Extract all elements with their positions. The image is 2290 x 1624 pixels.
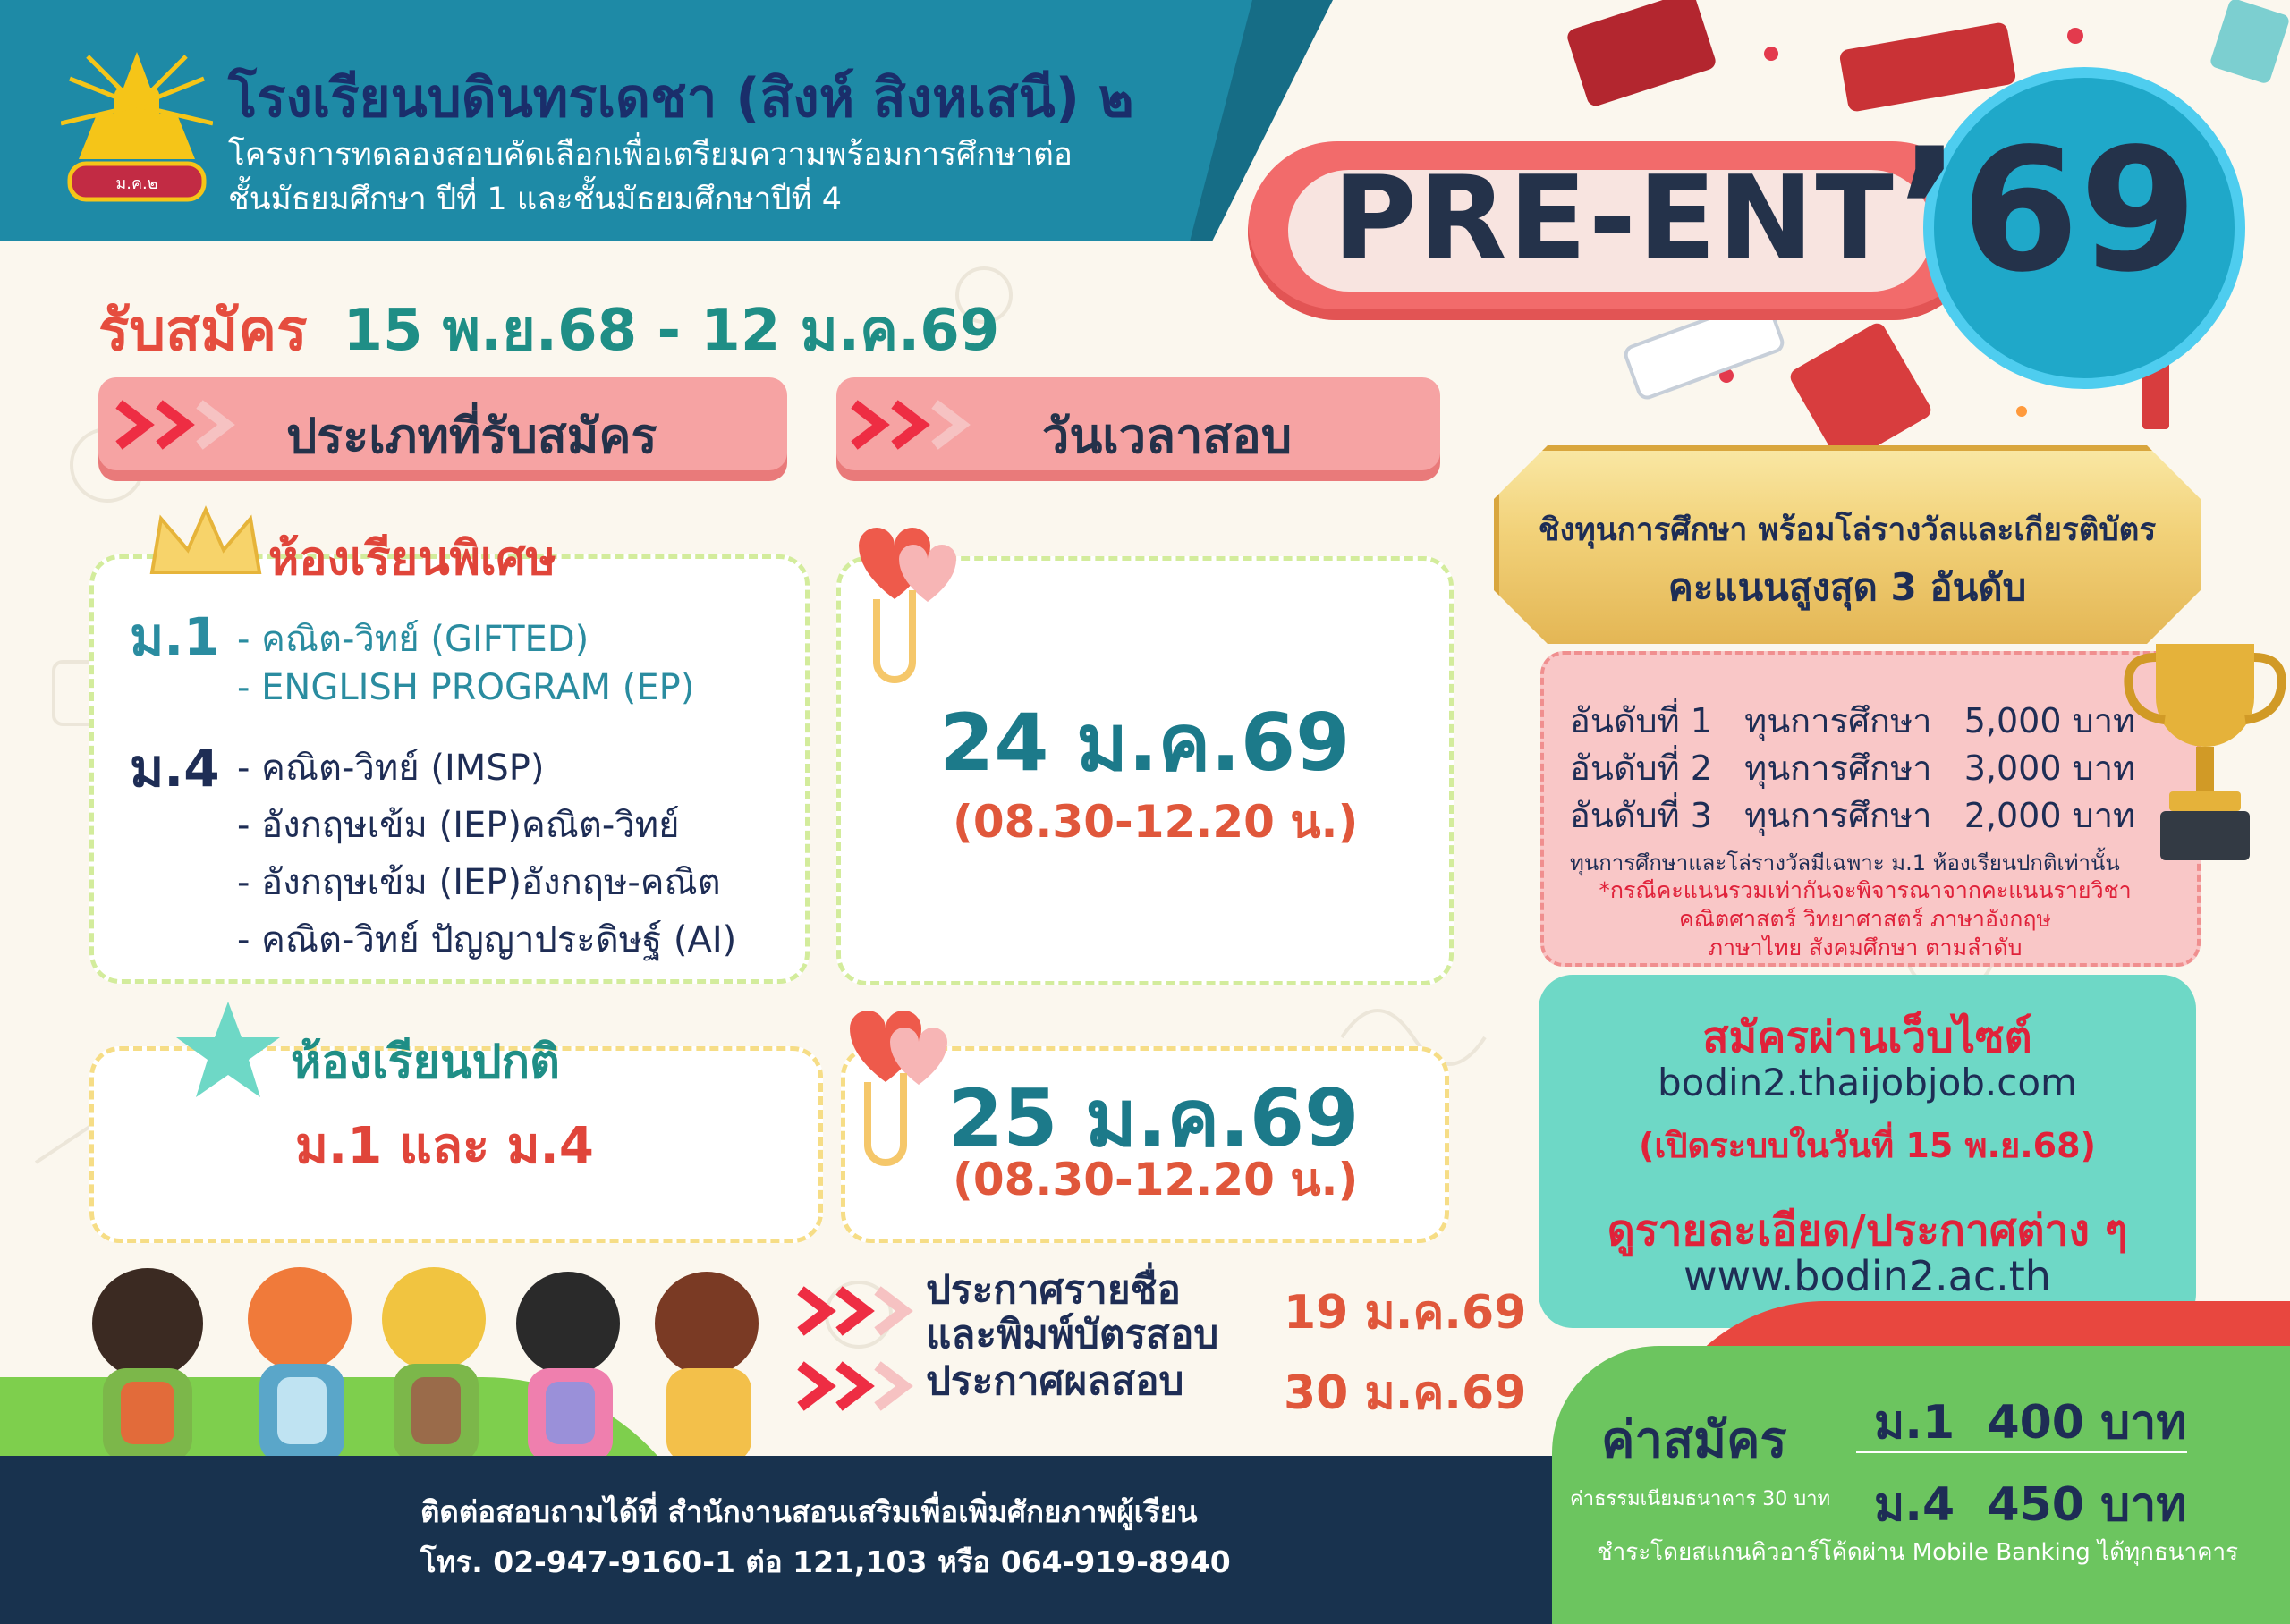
- school-logo: [61, 52, 213, 213]
- announcement-1-label: [926, 1268, 1218, 1358]
- event-title: PRE-ENT: [1333, 152, 1896, 285]
- award-rank-2: [1570, 740, 2135, 795]
- fee-m4-label: ม.4: [1874, 1478, 1955, 1532]
- special-m1-program-2: - ENGLISH PROGRAM (EP): [237, 667, 695, 708]
- chevrons-icon: [850, 400, 984, 450]
- trophy-icon: [2120, 626, 2290, 876]
- fee-m4-amount: 450 บาท: [1987, 1478, 2187, 1532]
- special-m4-program-2: - อังกฤษเข้ม (IEP)คณิต-วิทย์: [237, 805, 680, 846]
- chevrons-icon: [114, 400, 249, 450]
- award-tiebreak-line-3: ภาษาไทย สังคมศึกษา ตามลำดับ: [1708, 935, 2023, 960]
- special-m4-label: ม.4: [130, 738, 220, 799]
- regular-exam-time: (08.30-12.20 น.): [953, 1154, 1359, 1205]
- award-rank-2-label: อันดับที่ 2: [1570, 749, 1712, 788]
- announcement-2-label: ประกาศผลสอบ: [926, 1358, 1184, 1404]
- school-name: โรงเรียนบดินทรเดชา (สิงห์ สิงหเสนี) ๒: [228, 67, 1134, 130]
- fee-title: ค่าสมัคร: [1601, 1411, 1787, 1469]
- application-dates: 15 พ.ย.68 - 12 ม.ค.69: [343, 298, 1000, 364]
- chevrons-icon: [796, 1361, 921, 1411]
- chevrons-icon: [796, 1286, 921, 1336]
- special-title: ห้องเรียนพิเศษ: [268, 532, 556, 586]
- fee-m1-amount: 400 บาท: [1987, 1396, 2187, 1450]
- heart-clip-icon: [814, 993, 948, 1171]
- award-rank-1-amount: 5,000 บาท: [1963, 701, 2136, 740]
- apply-url[interactable]: bodin2.thaijobjob.com: [1658, 1061, 2077, 1104]
- event-year: ’69: [1896, 112, 2198, 309]
- announcement-1-line-2: และพิมพ์บัตรสอบ: [926, 1312, 1219, 1358]
- award-banner-line-2: คะแนนสูงสุด 3 อันดับ: [1667, 565, 2027, 609]
- project-description: [228, 132, 1073, 222]
- special-exam-time: (08.30-12.20 น.): [953, 796, 1359, 848]
- award-rank-1-type: ทุนการศึกษา: [1744, 701, 1932, 740]
- award-tiebreak-note: [1552, 876, 2178, 962]
- fee-payment-note: ชำระโดยสแกนคิวอาร์โค้ดผ่าน Mobile Banking ได้ทุกธนาคาร: [1597, 1539, 2239, 1566]
- award-tiebreak-line-2: คณิตศาสตร์ วิทยาศาสตร์ ภาษาอังกฤษ: [1679, 906, 2051, 932]
- crown-icon: [143, 501, 268, 581]
- regular-exam-date: 25 ม.ค.69: [948, 1072, 1360, 1164]
- exam-header: วันเวลาสอบ: [1042, 408, 1293, 464]
- special-m4-program-4: - คณิต-วิทย์ ปัญญาประดิษฐ์ (AI): [237, 919, 737, 960]
- award-rank-3-type: ทุนการศึกษา: [1744, 796, 1932, 835]
- children-illustration: [81, 1261, 778, 1467]
- regular-levels: ม.1 และ ม.4: [295, 1117, 594, 1175]
- apply-heading: สมัครผ่านเว็บไซต์: [1702, 1012, 2032, 1062]
- award-rank-3-label: อันดับที่ 3: [1570, 796, 1712, 835]
- fee-m4: [1874, 1467, 2187, 1541]
- fee-m1-label: ม.1: [1874, 1396, 1955, 1450]
- details-url[interactable]: www.bodin2.ac.th: [1684, 1252, 2051, 1300]
- application-label: รับสมัคร: [98, 298, 308, 364]
- special-m1-program-1: - คณิต-วิทย์ (GIFTED): [237, 619, 589, 660]
- special-m1-label: ม.1: [130, 606, 220, 667]
- award-tiebreak-line-1: *กรณีคะแนนรวมเท่ากันจะพิจารณาจากคะแนนรายวิชา: [1599, 877, 2132, 903]
- fee-m1: [1874, 1384, 2187, 1459]
- application-period: [98, 284, 999, 376]
- apply-open-note: (เปิดระบบในวันที่ 15 พ.ย.68): [1639, 1126, 2096, 1165]
- star-icon: [174, 997, 282, 1104]
- award-banner-line-1: ชิงทุนการศึกษา พร้อมโล่รางวัลและเกียรติบัตร: [1538, 512, 2157, 548]
- special-m4-program-3: - อังกฤษเข้ม (IEP)อังกฤษ-คณิต: [237, 862, 721, 903]
- award-note: ทุนการศึกษาและโล่รางวัลมีเฉพาะ ม.1 ห้องเรียนปกติเท่านั้น: [1570, 850, 2120, 875]
- special-exam-date: 24 ม.ค.69: [939, 697, 1351, 789]
- heart-clip-icon: [823, 510, 957, 689]
- details-heading: ดูรายละเอียด/ประกาศต่าง ๆ: [1607, 1205, 2128, 1256]
- announcement-2-date: 30 ม.ค.69: [1284, 1366, 1527, 1420]
- types-header: ประเภทที่รับสมัคร: [286, 408, 657, 464]
- contact-line-1: ติดต่อสอบถามได้ที่ สำนักงานสอนเสริมเพื่อเพิ่มศักยภาพผู้เรียน: [420, 1494, 1198, 1529]
- regular-title: ห้องเรียนปกติ: [291, 1036, 560, 1089]
- award-rank-3: [1570, 788, 2135, 842]
- award-rank-1: [1570, 693, 2135, 748]
- announcement-1-line-1: ประกาศรายชื่อ: [926, 1267, 1181, 1313]
- award-rank-2-amount: 3,000 บาท: [1963, 749, 2136, 788]
- fee-divider: [1856, 1451, 2187, 1453]
- project-line-2: ชั้นมัธยมศึกษา ปีที่ 1 และชั้นมัธยมศึกษาปีที่ 4: [228, 182, 843, 217]
- project-line-1: โครงการทดลองสอบคัดเลือกเพื่อเตรียมความพร้อมการศึกษาต่อ: [228, 137, 1073, 173]
- fee-bank-charge: ค่าธรรมเนียมธนาคาร 30 บาท: [1570, 1488, 1831, 1510]
- award-rank-1-label: อันดับที่ 1: [1570, 701, 1712, 740]
- award-rank-3-amount: 2,000 บาท: [1963, 796, 2136, 835]
- award-rank-2-type: ทุนการศึกษา: [1744, 749, 1932, 788]
- announcement-1-date: 19 ม.ค.69: [1284, 1286, 1527, 1340]
- contact-line-2: โทร. 02-947-9160-1 ต่อ 121,103 หรือ 064-919-8940: [420, 1544, 1231, 1579]
- special-m4-program-1: - คณิต-วิทย์ (IMSP): [237, 748, 545, 789]
- school-logo-text: ม.ค.๒: [115, 174, 158, 193]
